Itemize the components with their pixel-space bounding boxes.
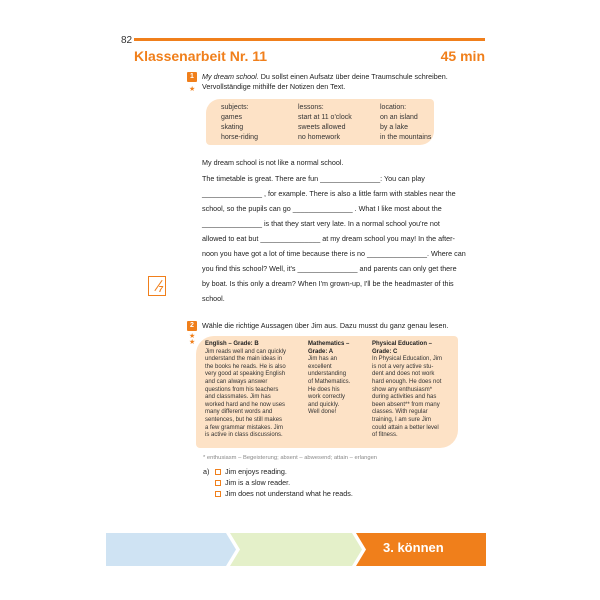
report-line: many different words and: [205, 409, 273, 416]
footnote: * enthusiasm – Begeisterung; absent – abwesend; attain – erlangen: [203, 455, 378, 461]
report-line: Jim has an: [308, 356, 338, 363]
score-box: [148, 276, 166, 296]
report-heading: Grade: A: [308, 348, 334, 355]
difficulty-star-icon: ★: [189, 333, 196, 340]
notes-item: start at 11 o'clock: [298, 114, 352, 121]
notes-box: [206, 99, 434, 145]
page-number: 82: [121, 35, 133, 46]
task-1-instruction: [202, 72, 448, 92]
report-line: is not a very active stu-: [372, 363, 434, 370]
notes-location: [380, 103, 431, 143]
notes-item: in the mountains: [380, 134, 432, 141]
report-line: In Physical Education, Jim: [372, 356, 443, 363]
report-line: very good at speaking English: [205, 371, 286, 378]
notes-subjects: [221, 103, 258, 143]
answer-option[interactable]: [215, 467, 287, 476]
report-heading: English – Grade: B: [205, 341, 259, 347]
task-2-number: 2: [187, 321, 197, 331]
banner-segment-green: [230, 533, 362, 566]
essay-line: My dream school is not like a normal school.: [202, 158, 344, 167]
report-line: the books he reads. He is also: [205, 363, 286, 370]
essay-line: _______________ is that they start very late. In a normal school you're not: [202, 219, 440, 228]
report-physical-education: [372, 341, 456, 440]
notes-item: no homework: [298, 134, 341, 141]
essay-line: The timetable is great. There are fun _______________: You can play: [202, 174, 425, 183]
notes-item: by a lake: [380, 124, 409, 131]
report-line: understanding: [308, 371, 347, 378]
report-line: of fitness.: [372, 432, 398, 439]
report-line: excellent: [308, 363, 332, 370]
notes-item: horse-riding: [221, 134, 258, 141]
difficulty-star-icon: ★: [189, 86, 196, 93]
report-line: and quickly.: [308, 401, 340, 408]
report-english: [205, 341, 305, 440]
notes-location-heading: location:: [380, 104, 407, 111]
report-line: and classmates. Jim has: [205, 394, 271, 401]
notes-item: games: [221, 114, 243, 121]
task-1-instruction-title: My dream school.: [202, 72, 259, 81]
answer-option-label: Jim does not understand what he reads.: [225, 489, 353, 498]
answer-option-label: Jim enjoys reading.: [225, 467, 287, 476]
score-points: 7: [158, 285, 163, 294]
checkbox[interactable]: [215, 480, 221, 486]
essay-line: noon you have got a lot of time because there is no _______________. Where can: [202, 249, 466, 258]
notes-lessons: [298, 103, 352, 143]
notes-item: sweets allowed: [298, 124, 346, 131]
option-group-letter: a): [203, 467, 210, 476]
task-1-instruction-line1: Du sollst einen Aufsatz über deine Traumschule schreiben.: [258, 72, 448, 81]
report-heading: Grade: C: [372, 348, 398, 355]
report-card-box: [196, 336, 458, 448]
essay-line: school, so the pupils can go _______________ . What I like most about the: [202, 204, 442, 213]
essay-line: school.: [202, 294, 225, 303]
report-line: He does his: [308, 386, 340, 393]
exam-duration: 45 min: [440, 48, 485, 64]
task-1-number: 1: [187, 72, 197, 82]
report-line: Jim reads well and can quickly: [205, 348, 287, 355]
report-line: classes. With regular: [372, 409, 428, 416]
report-line: questions from his teachers: [205, 386, 279, 393]
report-line: dent and does not work: [372, 371, 435, 378]
report-heading: Mathematics –: [308, 341, 350, 347]
report-heading: Physical Education –: [372, 341, 433, 347]
report-line: Well done!: [308, 409, 337, 416]
report-line: training, I am sure Jim: [372, 416, 432, 423]
report-line: during activities and has: [372, 394, 437, 401]
report-line: work correctly: [308, 394, 346, 401]
report-line: is active in class discussions.: [205, 432, 283, 439]
banner-label: 3. können: [383, 540, 444, 555]
report-line: understand the main ideas in: [205, 356, 283, 363]
checkbox[interactable]: [215, 491, 221, 497]
report-line: hard enough. He does not: [372, 378, 442, 385]
report-line: could attain a better level: [372, 424, 439, 431]
essay-line: _______________ , for example. There is also a little farm with stables near the: [202, 189, 456, 198]
essay-line: you find this school? Well, it's _______________ and parents can only get there: [202, 264, 457, 273]
report-mathematics: [308, 341, 370, 417]
page-title: Klassenarbeit Nr. 11: [134, 48, 268, 64]
notes-lessons-heading: lessons:: [298, 104, 324, 111]
report-line: worked hard and he now uses: [205, 401, 286, 408]
checkbox[interactable]: [215, 469, 221, 475]
report-line: and can always answer: [205, 378, 268, 385]
notes-item: skating: [221, 124, 244, 131]
essay-line: by boat. Is this only a dream? When I'm grown-up, I'll be the headmaster of this: [202, 279, 454, 288]
notes-subjects-heading: subjects:: [221, 104, 249, 111]
report-line: show any enthusiasm*: [372, 386, 433, 393]
task-1-instruction-line2: Vervollständige mithilfe der Notizen den Text.: [202, 82, 346, 91]
header-rule: [134, 38, 485, 41]
notes-item: on an island: [380, 114, 418, 121]
report-line: been absent** from many: [372, 401, 440, 408]
answer-option-label: Jim is a slow reader.: [225, 478, 291, 487]
difficulty-star-icon: ★: [189, 339, 196, 346]
banner-segment-blue: [106, 533, 236, 566]
essay-line: allowed to eat but _______________ at my dream school you may! In the after-: [202, 234, 455, 243]
answer-option[interactable]: [215, 478, 290, 487]
report-line: a few grammar mistakes. Jim: [205, 424, 284, 431]
report-line: of Mathematics.: [308, 378, 351, 385]
task-2-instruction: Wähle die richtige Aussagen über Jim aus. Dazu musst du ganz genau lesen.: [202, 321, 449, 330]
report-line: sentences, but he still makes: [205, 416, 283, 423]
answer-option[interactable]: [215, 489, 353, 498]
